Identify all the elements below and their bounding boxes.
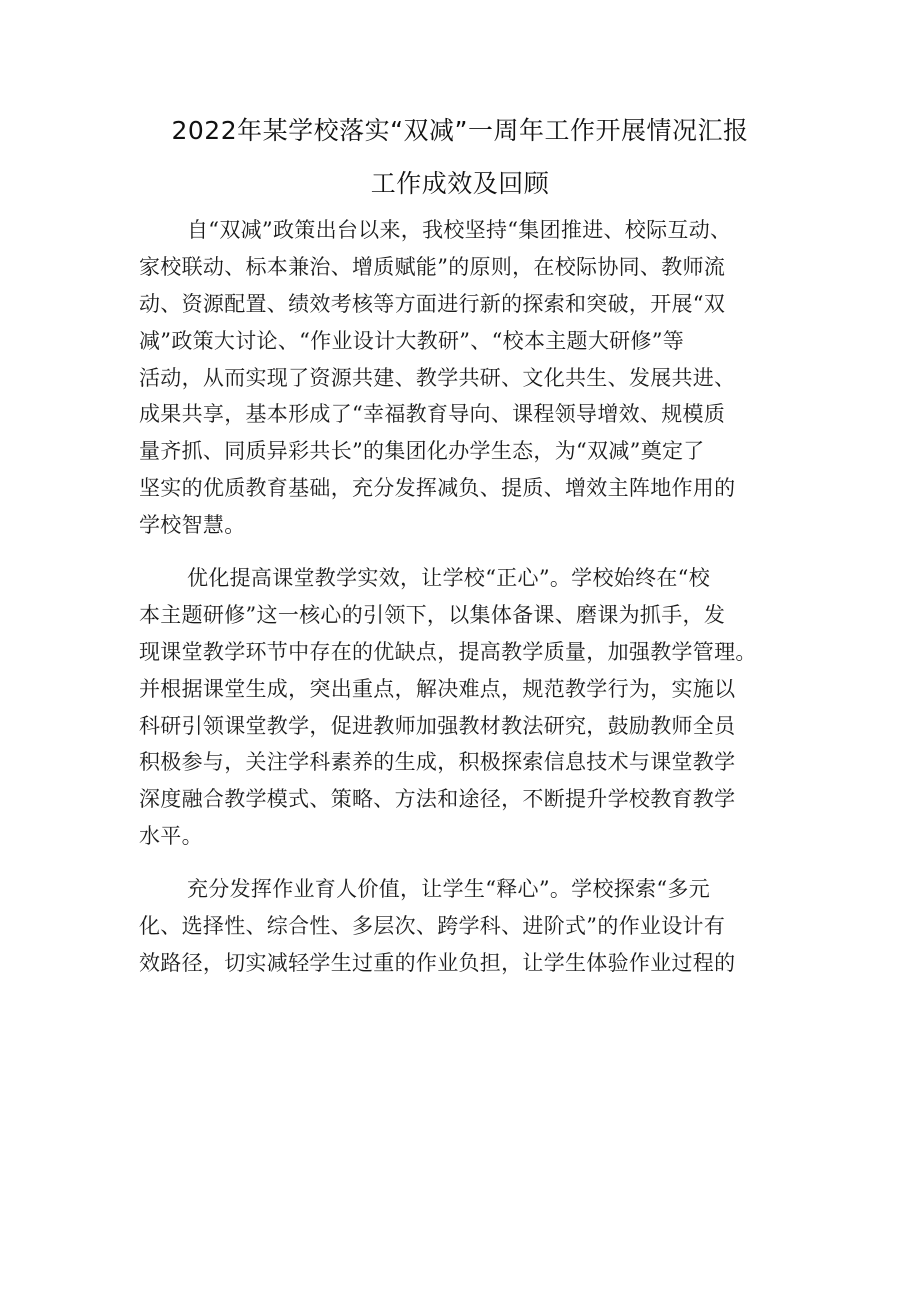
paragraph-line: 活动，从而实现了资源共建、教学共研、文化共生、发展共进、	[139, 365, 736, 390]
paragraph-line: 积极参与，关注学科素养的生成，积极探索信息技术与课堂教学	[139, 750, 736, 775]
paragraph-1	[139, 212, 799, 544]
paragraph-line: 家校联动、标本兼治、增质赋能”的原则，在校际协同、教师流	[139, 254, 726, 279]
paragraph-line: 坚实的优质教育基础，充分发挥减负、提质、增效主阵地作用的	[139, 476, 736, 501]
paragraph-line: 科研引领课堂教学，促进教师加强教材教法研究，鼓励教师全员	[139, 713, 736, 738]
paragraph-line: 自“双减”政策出台以来，我校坚持“集团推进、校际互动、	[187, 218, 732, 242]
document-body	[139, 212, 799, 982]
paragraph-line: 学校智慧。	[139, 513, 246, 538]
paragraph-line: 量齐抓、同质异彩共长”的集团化办学生态，为“双减”奠定了	[139, 439, 705, 464]
paragraph-line: 效路径，切实减轻学生过重的作业负担，让学生体验作业过程的	[139, 950, 736, 975]
paragraph-line: 减”政策大讨论、“作业设计大教研”、“校本主题大研修”等	[139, 328, 685, 353]
paragraph-3	[139, 871, 799, 982]
paragraph-line: 本主题研修”这一核心的引领下，以集体备课、磨课为抓手，发	[139, 602, 726, 627]
paragraph-line: 动、资源配置、绩效考核等方面进行新的探索和突破，开展“双	[139, 291, 726, 316]
paragraph-line: 水平。	[139, 824, 203, 849]
paragraph-line: 深度融合教学模式、策略、方法和途径，不断提升学校教育教学	[139, 787, 736, 812]
paragraph-line: 现课堂教学环节中存在的优缺点，提高教学质量，加强教学管理。	[139, 639, 757, 664]
paragraph-line: 化、选择性、综合性、多层次、跨学科、进阶式”的作业设计有	[139, 914, 726, 939]
paragraph-line: 优化提高课堂教学实效，让学校“正心”。学校始终在“校	[187, 566, 711, 591]
paragraph-line: 并根据课堂生成，突出重点，解决难点，规范教学行为，实施以	[139, 676, 736, 701]
document-title-line-2: 工作成效及回顾	[370, 169, 550, 198]
document-title-line-1: 2022年某学校落实“双减”一周年工作开展情况汇报	[171, 116, 749, 145]
paragraph-line: 充分发挥作业育人价值，让学生“释心”。学校探索“多元	[187, 877, 711, 902]
paragraph-line: 成果共享，基本形成了“幸福教育导向、课程领导增效、规模质	[139, 402, 726, 427]
paragraph-2	[139, 560, 799, 855]
